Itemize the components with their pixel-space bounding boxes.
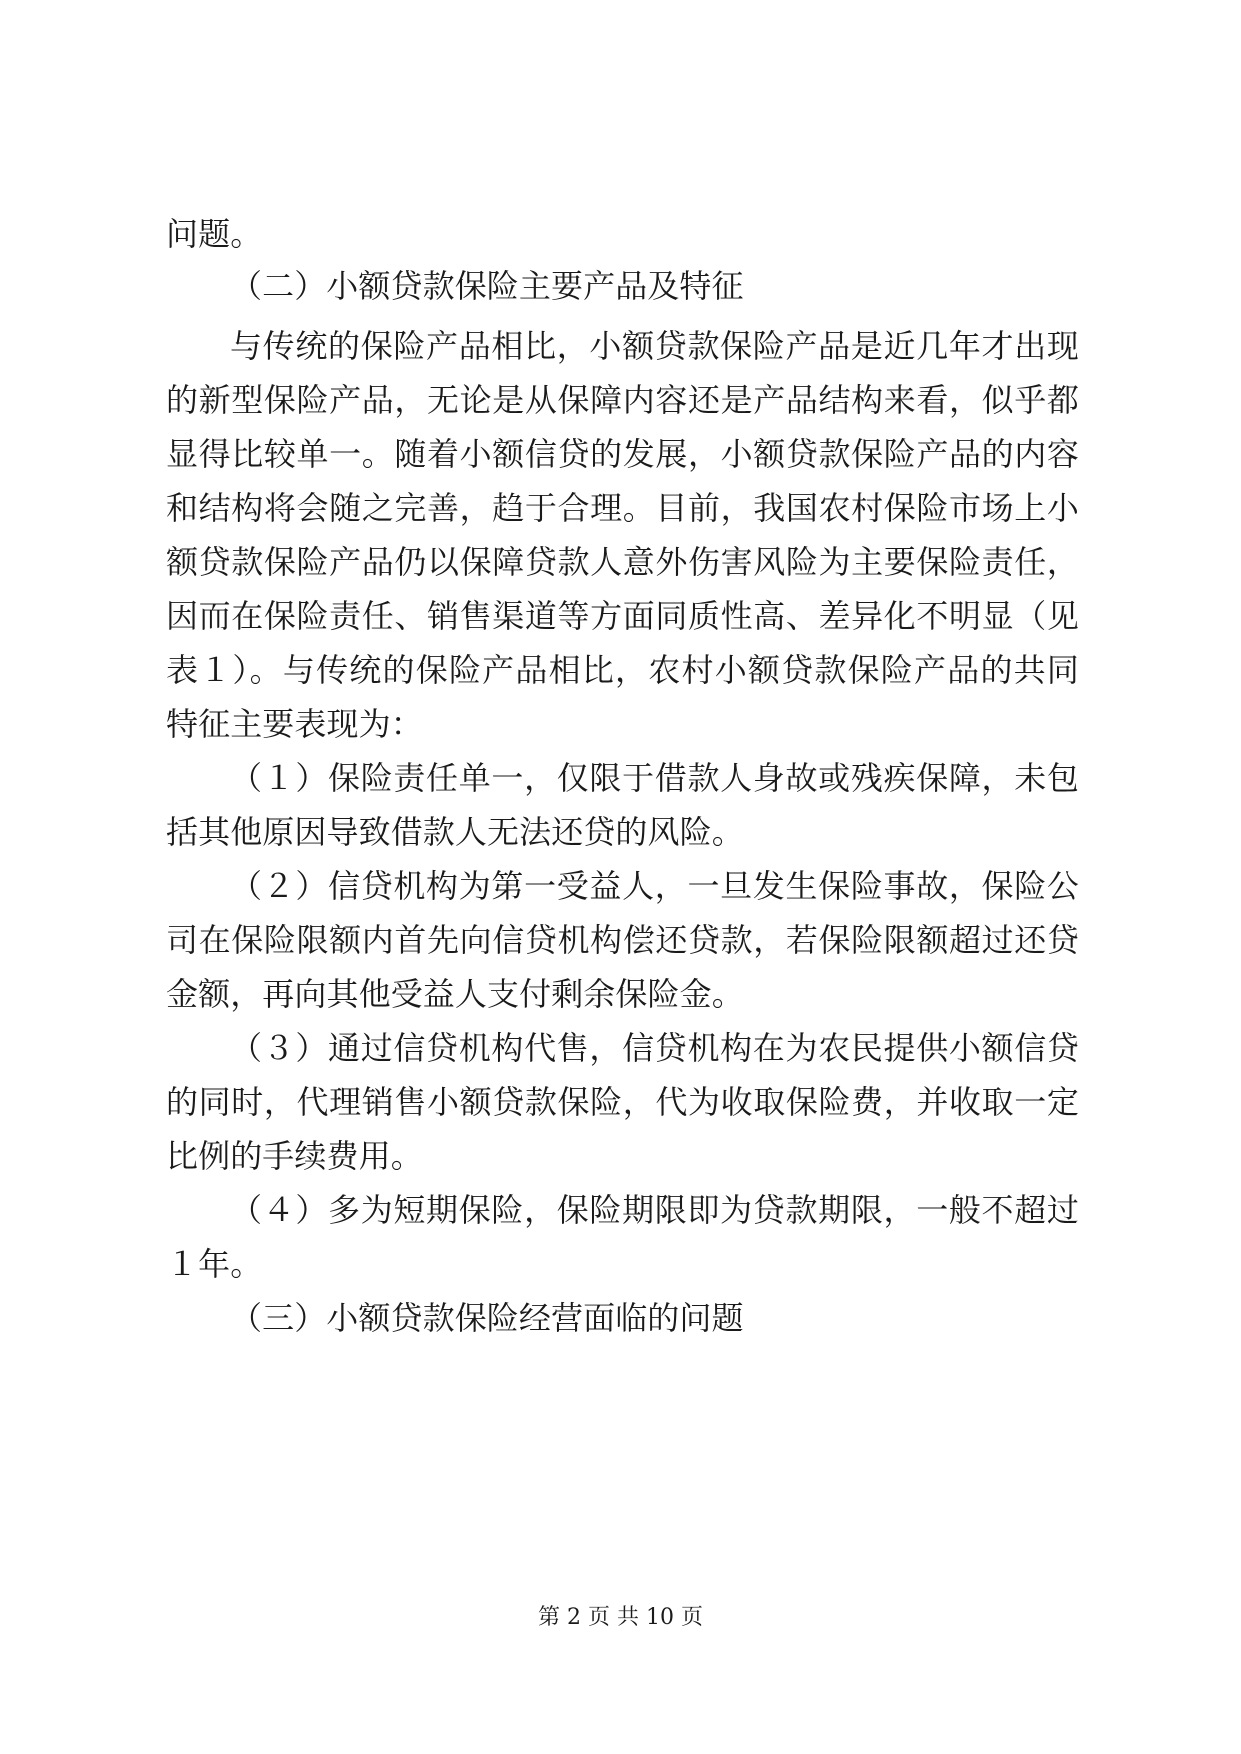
text-line: １年。	[166, 1245, 263, 1283]
text-line: 司在保险限额内首先向信贷机构偿还贷款，若保险限额超过还贷	[166, 921, 1079, 959]
text-line: 因而在保险责任、销售渠道等方面同质性高、差异化不明显（见	[166, 597, 1079, 635]
section-heading: （三）小额贷款保险经营面临的问题	[230, 1299, 744, 1337]
text-line: 特征主要表现为：	[166, 705, 423, 743]
text-line: 的同时，代理销售小额贷款保险，代为收取保险费，并收取一定	[166, 1083, 1079, 1121]
list-item: （３）通过信贷机构代售，信贷机构在为农民提供小额信贷	[230, 1029, 1079, 1067]
list-item: （４）多为短期保险，保险期限即为贷款期限，一般不超过	[230, 1191, 1079, 1229]
page-number-footer: 第 2 页 共 10 页	[538, 1605, 703, 1630]
list-item: （１）保险责任单一，仅限于借款人身故或残疾保障，未包	[230, 759, 1079, 797]
text-line: 的新型保险产品，无论是从保障内容还是产品结构来看，似乎都	[166, 381, 1079, 419]
text-line: 与传统的保险产品相比，小额贷款保险产品是近几年才出现	[230, 327, 1079, 365]
text-line: 问题。	[166, 215, 263, 253]
text-line: 表１）。与传统的保险产品相比，农村小额贷款保险产品的共同	[166, 651, 1079, 689]
text-line: 和结构将会随之完善，趋于合理。目前，我国农村保险市场上小	[166, 489, 1079, 527]
text-line: 显得比较单一。随着小额信贷的发展，小额贷款保险产品的内容	[166, 435, 1079, 473]
list-item: （２）信贷机构为第一受益人，一旦发生保险事故，保险公	[230, 867, 1079, 905]
text-line: 括其他原因导致借款人无法还贷的风险。	[166, 813, 744, 851]
text-line: 比例的手续费用。	[166, 1137, 423, 1175]
text-line: 额贷款保险产品仍以保障贷款人意外伤害风险为主要保险责任，	[166, 543, 1079, 581]
section-heading: （二）小额贷款保险主要产品及特征	[230, 267, 744, 305]
text-line: 金额，再向其他受益人支付剩余保险金。	[166, 975, 744, 1013]
